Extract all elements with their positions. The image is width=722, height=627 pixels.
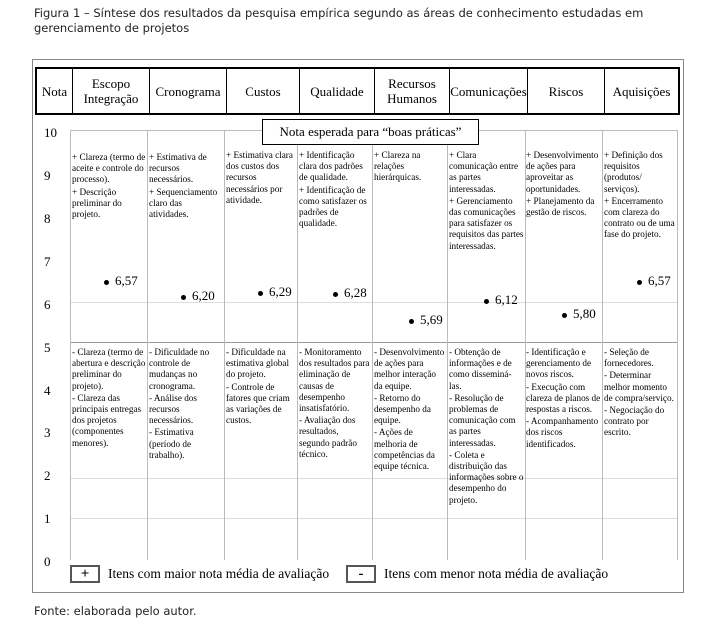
note-item: - Dificuldade no controle de mudanças no cronograma. (149, 347, 210, 391)
y-tick: 9 (44, 168, 51, 183)
score-value: 6,28 (344, 285, 367, 300)
note-item: + Gerenciamento das comunicações para satisfazer os requisitos das partes interessadas. (449, 195, 524, 251)
header-row (35, 67, 680, 115)
note-item: - Avaliação dos resultados, segundo padrão técnico. (299, 415, 357, 459)
y-tick: 7 (44, 254, 51, 269)
note-item: - Monitoramento dos resultados para eliminação de causas de desempenho insatisfatório. (299, 347, 370, 414)
legend-plus-label: Itens com maior nota média de avaliação (108, 566, 330, 581)
plus-notes-riscos (526, 150, 602, 219)
note-item: - Acompanhamento dos riscos identificados. (526, 416, 599, 449)
score-value: 5,80 (573, 306, 596, 321)
figure-source: Fonte: elaborada pelo autor. (34, 604, 197, 618)
header-riscos: Riscos (527, 69, 604, 113)
note-item: - Controle de fatores que criam as variações de custos. (226, 381, 290, 426)
note-item: + Estimativa de recursos necessários. (149, 152, 207, 185)
minus-notes-aquisicoes (604, 347, 677, 440)
note-item: - Coleta e distribuição das informações sobre o desempenho do projeto. (449, 449, 524, 505)
legend-plus (70, 565, 329, 583)
note-item: + Planejamento da gestão de riscos. (526, 195, 595, 218)
score-dot (484, 299, 489, 304)
header-escopo: Escopo Integração (72, 69, 149, 113)
plus-notes-cronograma (149, 152, 223, 221)
plus-notes-custos (226, 150, 296, 207)
note-item: - Desenvolvimento de ações para melhor interação da equipe. (374, 347, 445, 391)
legend-minus (346, 565, 608, 583)
note-item: - Obtenção de informações e de como disseminá-las. (449, 347, 512, 391)
minus-notes-recursos-humanos (374, 347, 446, 473)
note-item: + Desenvolvimento de ações para aproveitar as oportunidades. (526, 150, 599, 194)
y-tick: 8 (44, 211, 51, 226)
y-tick: 4 (44, 383, 51, 398)
score-point-comunicacoes (484, 292, 518, 308)
score-value: 6,12 (495, 292, 518, 307)
y-tick: 1 (44, 511, 51, 526)
score-dot (333, 292, 338, 297)
plus-notes-aquisicoes (604, 150, 677, 242)
score-dot (258, 291, 263, 296)
minus-notes-cronograma (149, 347, 223, 462)
note-item: - Ações de melhoria de competências da equipe técnica. (374, 427, 435, 472)
minus-notes-riscos (526, 347, 602, 451)
note-item: - Clareza (termo de abertura e descrição preliminar do projeto). (72, 347, 146, 391)
minus-notes-comunicacoes (449, 347, 524, 507)
grid-column-line (447, 130, 448, 560)
note-item: + Clara comunicação entre as partes interessadas. (449, 150, 519, 194)
note-item: + Descrição preliminar do projeto. (72, 186, 122, 220)
note-item: - Negociação do contrato por escrito. (604, 405, 665, 438)
score-value: 6,20 (192, 288, 215, 303)
expected-score-banner: Nota esperada para “boas práticas” (262, 119, 479, 145)
y-tick: 5 (44, 340, 51, 355)
note-item: + Sequenciamento claro das atividades. (149, 186, 218, 220)
y-tick: 6 (44, 297, 51, 312)
y-tick: 2 (44, 468, 51, 483)
note-item: + Identificação clara dos padrões de qualidade. (299, 150, 363, 183)
score-value: 5,69 (420, 312, 443, 327)
grid-column-line (147, 130, 148, 560)
header-cronograma: Cronograma (149, 69, 226, 113)
plus-notes-escopo (72, 152, 146, 221)
note-item: - Dificuldade na estimativa global do projeto. (226, 347, 290, 380)
note-item: + Estimativa clara dos custos dos recursos necessários por atividade. (226, 150, 293, 205)
header-aquisicoes: Aquisições (604, 69, 678, 113)
note-item: + Clareza na relações hierárquicas. (374, 150, 422, 183)
grid-line (70, 342, 677, 343)
score-point-custos (258, 284, 292, 300)
grid-column-line (297, 130, 298, 560)
header-custos: Custos (226, 69, 299, 113)
score-value: 6,29 (269, 284, 292, 299)
note-item: - Estimativa (período de trabalho). (149, 427, 194, 460)
score-point-qualidade (333, 285, 367, 301)
score-dot (562, 313, 567, 318)
note-item: - Clareza das principais entregas dos projetos (componentes menores). (72, 392, 142, 448)
note-item: + Encerramento com clareza do contrato ou de uma fase do projeto. (604, 195, 675, 240)
plus-icon: + (70, 565, 100, 583)
note-item: - Resolução de problemas de comunicação com as partes interessadas. (449, 392, 516, 448)
note-item: - Identificação e gerenciamento de novos riscos. (526, 347, 592, 380)
y-tick: 3 (44, 425, 51, 440)
grid-line (70, 518, 677, 519)
score-point-riscos (562, 306, 596, 322)
plus-notes-comunicacoes (449, 150, 524, 253)
grid-column-line (602, 130, 603, 560)
figure-caption: Figura 1 – Síntese dos resultados da pesquisa empírica segundo as áreas de conhecimento estudadas em gerenciamento de projetos (34, 6, 644, 35)
score-point-aquisicoes (637, 273, 671, 289)
score-value: 6,57 (115, 273, 138, 288)
header-recursos-humanos: Recursos Humanos (374, 69, 449, 113)
minus-notes-escopo (72, 347, 146, 450)
note-item: + Definição dos requisitos (produtos/ serviços). (604, 150, 663, 194)
grid-column-line (70, 130, 71, 560)
minus-icon: - (346, 565, 376, 583)
note-item: + Clareza (termo de aceite e controle do processo). (72, 152, 146, 185)
score-value: 6,57 (648, 273, 671, 288)
score-dot (637, 280, 642, 285)
y-tick: 10 (44, 125, 57, 140)
grid-line (70, 478, 677, 479)
note-item: - Determinar melhor momento de compra/serviço. (604, 370, 674, 403)
grid-column-line (372, 130, 373, 560)
note-item: - Retorno do desempenho da equipe. (374, 392, 431, 426)
grid-line (70, 302, 677, 303)
plus-notes-recursos-humanos (374, 150, 446, 185)
header-comunicacoes: Comunicações (449, 69, 527, 113)
minus-notes-custos (226, 347, 296, 427)
note-item: - Análise dos recursos necessários. (149, 392, 197, 426)
score-point-recursos-humanos (409, 312, 443, 328)
score-point-cronograma (181, 288, 215, 304)
header-qualidade: Qualidade (299, 69, 374, 113)
grid-column-line (677, 130, 678, 560)
score-dot (181, 295, 186, 300)
note-item: + Identificação de como satisfazer os padrões de qualidade. (299, 184, 367, 229)
score-dot (409, 319, 414, 324)
plus-notes-qualidade (299, 150, 371, 230)
score-dot (104, 280, 109, 285)
grid-column-line (224, 130, 225, 560)
y-tick: 0 (44, 554, 51, 569)
header-nota: Nota (41, 83, 68, 99)
minus-notes-qualidade (299, 347, 371, 461)
note-item: - Seleção de fornecedores. (604, 347, 654, 369)
note-item: - Execução com clareza de planos de respostas a riscos. (526, 381, 601, 415)
score-point-escopo (104, 273, 138, 289)
legend-minus-label: Itens com menor nota média de avaliação (384, 566, 609, 581)
